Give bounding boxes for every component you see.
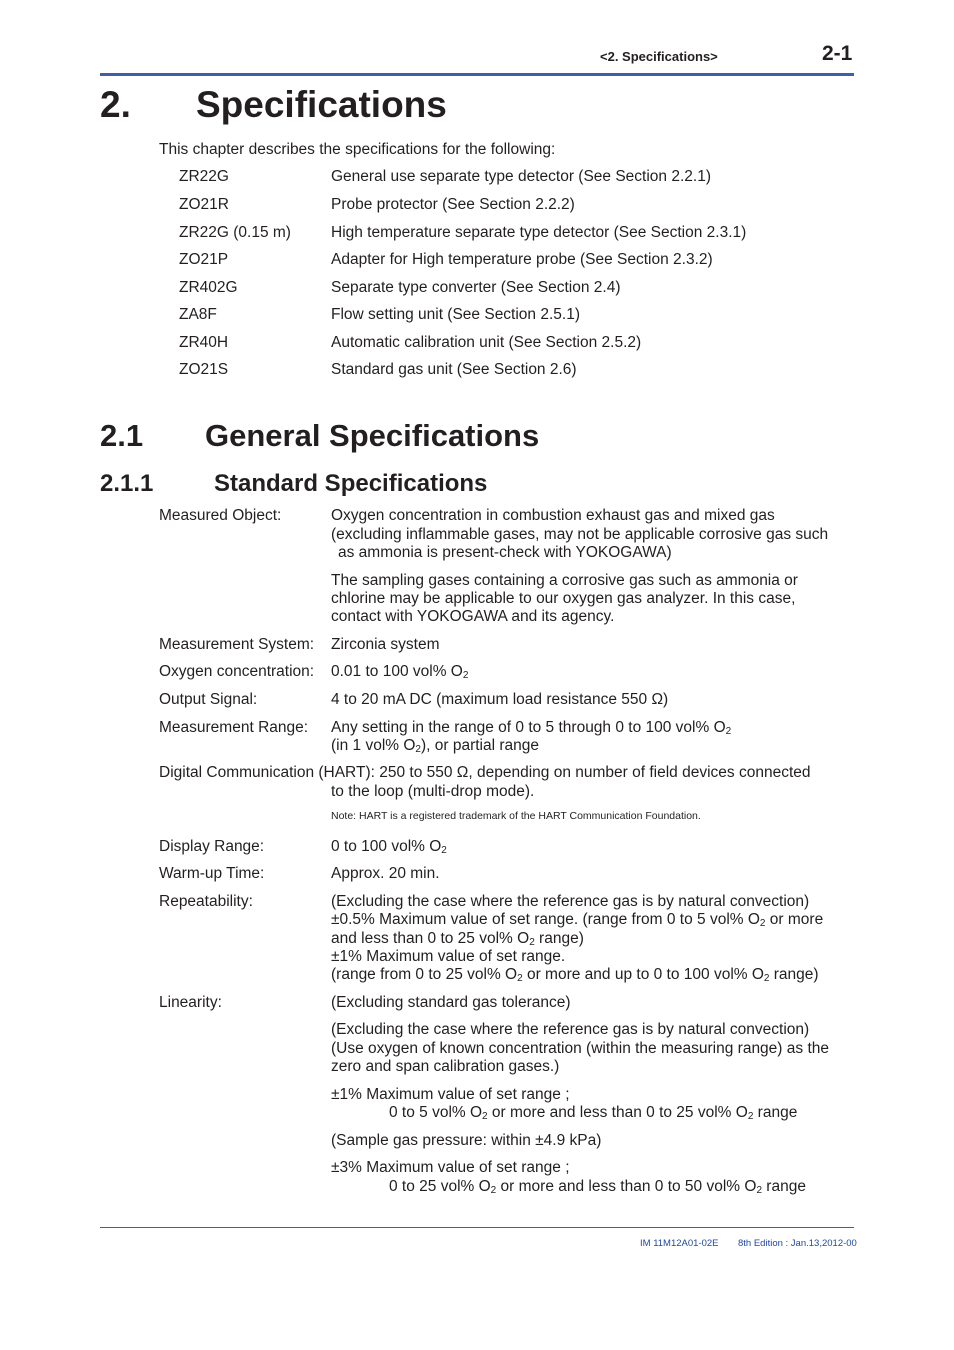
spec-value: ±1% Maximum value of set range. — [331, 948, 566, 965]
spec-value: to the loop (multi-drop mode). — [331, 783, 535, 800]
spec-value: as ammonia is present-check with YOKOGAWA) — [338, 544, 672, 561]
footer-doc-number: IM 11M12A01-02E — [640, 1238, 719, 1249]
spec-value: (excluding inflammable gases, may not be applicable corrosive gas such — [331, 526, 829, 543]
section-title: General Specifications — [205, 418, 540, 453]
model-code: ZO21R — [179, 196, 229, 213]
chapter-title: Specifications — [196, 84, 447, 125]
footer-rule — [100, 1227, 854, 1228]
section-number: 2.1 — [100, 418, 144, 453]
chapter-number: 2. — [100, 84, 131, 125]
spec-row-digital-comm — [159, 764, 811, 782]
spec-value: 0 to 100 vol% $O_2$ — [331, 838, 447, 856]
model-code: ZR22G (0.15 m) — [179, 224, 291, 241]
spec-value: (Use oxygen of known concentration (within the measuring range) as the — [331, 1040, 829, 1057]
spec-label: Display Range: — [159, 838, 265, 855]
spec-value: (in 1 vol% $O_2$), or partial range — [331, 737, 540, 755]
spec-value: The sampling gases containing a corrosive gas such as ammonia or — [331, 572, 798, 589]
model-code: ZR22G — [179, 168, 229, 185]
header-section-label: <2. Specifications> — [600, 49, 718, 64]
spec-label: Measurement Range: — [159, 719, 309, 736]
spec-label: Linearity: — [159, 994, 222, 1011]
model-desc: Standard gas unit (See Section 2.6) — [331, 361, 577, 378]
subsection-number: 2.1.1 — [100, 470, 154, 497]
spec-value: Oxygen concentration in combustion exhaust gas and mixed gas — [331, 507, 775, 524]
spec-value: ±3% Maximum value of set range ; — [331, 1159, 570, 1176]
model-code: ZR402G — [179, 279, 238, 296]
spec-value: Approx. 20 min. — [331, 865, 440, 882]
spec-value: (Excluding standard gas tolerance) — [331, 994, 571, 1011]
spec-label: Digital Communication (HART): — [159, 764, 375, 781]
spec-value: ±1% Maximum value of set range ; — [331, 1086, 570, 1103]
spec-value: (Sample gas pressure: within ±4.9 kPa) — [331, 1132, 602, 1149]
spec-value: chlorine may be applicable to our oxygen gas analyzer. In this case, — [331, 590, 796, 607]
spec-value: Zirconia system — [331, 636, 440, 653]
spec-value: zero and span calibration gases.) — [331, 1058, 560, 1075]
spec-value: 4 to 20 mA DC (maximum load resistance 550 Ω) — [331, 691, 669, 708]
spec-value: Any setting in the range of 0 to 5 through 0 to 100 vol% $O_2$ — [331, 719, 732, 737]
spec-value: (range from 0 to 25 vol% $O_2$ or more and up to 0 to 100 vol% $O_2$ range) — [331, 966, 819, 984]
model-code: ZR40H — [179, 334, 229, 351]
model-desc: Probe protector (See Section 2.2.2) — [331, 196, 575, 213]
spec-value: ±0.5% Maximum value of set range. (range from 0 to 5 vol% $O_2$ or more — [331, 911, 824, 929]
spec-label: Measurement System: — [159, 636, 315, 653]
spec-value: contact with YOKOGAWA and its agency. — [331, 608, 615, 625]
model-desc: Separate type converter (See Section 2.4) — [331, 279, 621, 296]
model-desc: Adapter for High temperature probe (See Section 2.3.2) — [331, 251, 713, 268]
spec-value: (Excluding the case where the reference gas is by natural convection) — [331, 893, 810, 910]
header-rule — [100, 73, 854, 76]
spec-label: Repeatability: — [159, 893, 253, 910]
spec-value: 0.01 to 100 vol% $O_2$ — [331, 663, 469, 681]
model-code: ZA8F — [179, 306, 217, 323]
spec-label: Warm-up Time: — [159, 865, 265, 882]
spec-label: Oxygen concentration: — [159, 663, 315, 680]
trademark-note: Note: HART is a registered trademark of the HART Communication Foundation. — [331, 810, 701, 822]
model-desc: High temperature separate type detector (See Section 2.3.1) — [331, 224, 747, 241]
subsection-title: Standard Specifications — [214, 470, 488, 497]
spec-value: 0 to 5 vol% $O_2$ or more and less than 0 to 25 vol% $O_2$ range — [389, 1104, 798, 1122]
spec-label: Measured Object: — [159, 507, 282, 524]
spec-value: 250 to 550 Ω, depending on number of field devices connected — [379, 764, 811, 781]
model-desc: General use separate type detector (See Section 2.2.1) — [331, 168, 711, 185]
spec-value: and less than 0 to 25 vol% $O_2$ range) — [331, 930, 584, 948]
model-desc: Automatic calibration unit (See Section 2.5.2) — [331, 334, 642, 351]
model-desc: Flow setting unit (See Section 2.5.1) — [331, 306, 580, 323]
model-code: ZO21S — [179, 361, 229, 378]
footer-edition: 8th Edition : Jan.13,2012-00 — [738, 1238, 857, 1249]
spec-value: (Excluding the case where the reference gas is by natural convection) — [331, 1021, 810, 1038]
page-number: 2-1 — [822, 42, 853, 65]
model-code: ZO21P — [179, 251, 229, 268]
intro-text: This chapter describes the specifications for the following: — [159, 141, 556, 158]
spec-value: 0 to 25 vol% $O_2$ or more and less than 0 to 50 vol% $O_2$ range — [389, 1178, 806, 1196]
spec-label: Output Signal: — [159, 691, 258, 708]
